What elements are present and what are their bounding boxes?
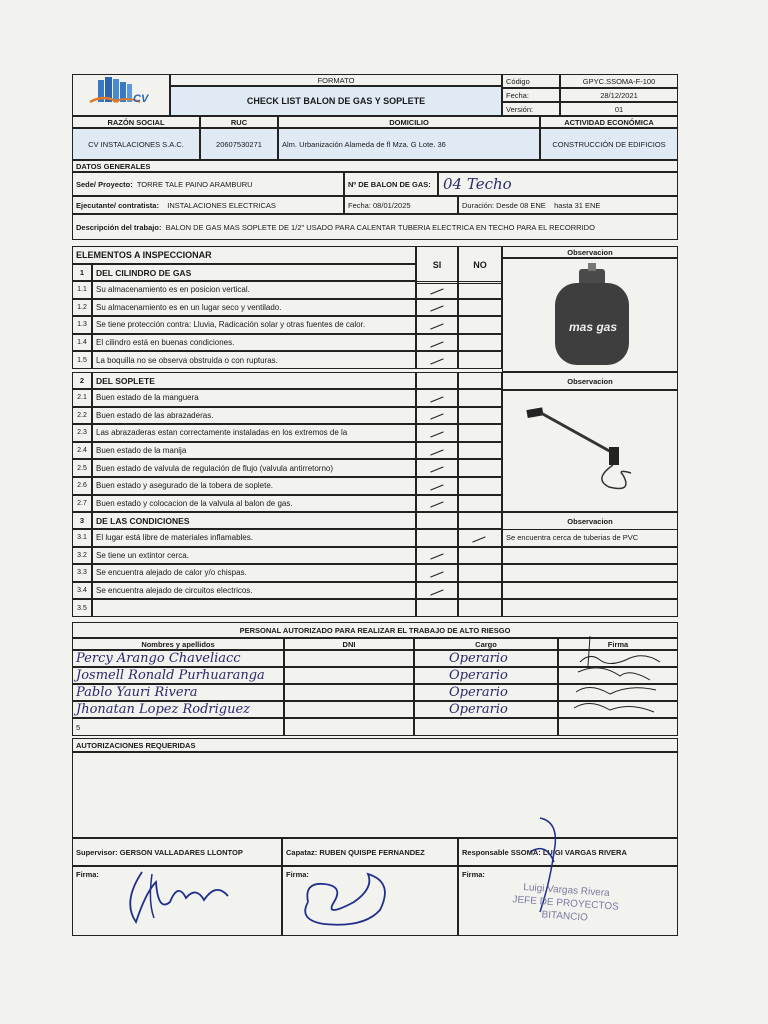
item-no-cell: [458, 495, 502, 513]
item-no-cell: [458, 582, 502, 600]
item-text: Buen estado y colocacion de la valvula al balon de gas.: [92, 495, 416, 513]
cylinder-brand-text: mas gas: [568, 320, 618, 334]
format-label: FORMATO: [170, 74, 502, 86]
responsable-label: Responsable SSOMA: LUIGI VARGAS RIVERA: [458, 838, 678, 866]
item-si-cell: [416, 599, 458, 617]
check-mark-icon: [430, 341, 444, 348]
item-number: 1.4: [72, 334, 92, 352]
personnel-title: PERSONAL AUTORIZADO PARA REALIZAR EL TRABAJO DE ALTO RIESGO: [72, 622, 678, 638]
item-text: Las abrazaderas estan correctamente instaladas en los extremos de la: [92, 424, 416, 442]
item-observacion-cell: [502, 582, 678, 600]
section-number: 3: [72, 512, 92, 529]
item-no-cell: [458, 459, 502, 477]
razon-label: RAZÓN SOCIAL: [72, 116, 200, 128]
hasta-value: hasta 31 ENE: [554, 200, 601, 210]
item-no-cell: [458, 547, 502, 565]
item-number: 3.5: [72, 599, 92, 617]
item-si-cell: [416, 407, 458, 425]
actividad-value: CONSTRUCCIÓN DE EDIFICIOS: [540, 128, 678, 160]
item-si-cell: [416, 564, 458, 582]
fecha-value: 28/12/2021: [560, 88, 678, 102]
domicilio-label: DOMICILIO: [278, 116, 540, 128]
descripcion-value: BALON DE GAS MAS SOPLETE DE 1/2" USADO PARA CALENTAR TUBERIA ELECTRICA EN TECHO PARA EL RECORRIDO: [165, 222, 595, 232]
item-si-cell: [416, 529, 458, 547]
firma-header: Firma: [558, 638, 678, 650]
check-mark-icon: [430, 502, 444, 509]
check-mark-icon: [430, 467, 444, 474]
section-title: DEL CILINDRO DE GAS: [92, 264, 416, 281]
item-si-cell: [416, 299, 458, 317]
check-mark-icon: [430, 306, 444, 313]
no-header: NO: [458, 246, 502, 284]
item-text: Buen estado de las abrazaderas.: [92, 407, 416, 425]
item-no-cell: [458, 407, 502, 425]
item-no-cell: [458, 389, 502, 407]
autorizaciones-title: AUTORIZACIONES REQUERIDAS: [72, 738, 678, 752]
item-text: Se tiene un extintor cerca.: [92, 547, 416, 565]
worker-name: Jhonatan Lopez Rodriguez: [72, 701, 284, 718]
check-mark-icon: [430, 288, 444, 295]
item-text: Buen estado y asegurado de la tobera de soplete.: [92, 477, 416, 495]
balon-value: 04 Techo: [438, 172, 678, 196]
item-no-cell: [458, 564, 502, 582]
company-logo: [72, 74, 170, 116]
sede-value: TORRE TALE PAINO ARAMBURU: [136, 179, 253, 189]
stamp-place: BITANCIO: [541, 909, 589, 924]
capataz-signature: [284, 862, 404, 932]
item-number: 2.4: [72, 442, 92, 460]
sede-label: Sede/ Proyecto:: [76, 179, 133, 189]
worker-name: Percy Arango Chaveliacc: [72, 650, 284, 667]
worker-name: Josmell Ronald Purhuaranga: [72, 667, 284, 684]
worker-cargo: Operario: [414, 650, 558, 667]
descripcion-label: Descripción del trabajo:: [76, 222, 162, 232]
item-no-cell: [458, 351, 502, 369]
worker-cargo: Operario: [414, 667, 558, 684]
duracion-value: Duración: Desde 08 ENE: [462, 200, 546, 210]
logo-text: CV: [133, 93, 149, 105]
item-no-cell: [458, 334, 502, 352]
nombres-header: Nombres y apellidos: [72, 638, 284, 650]
item-number: 1.1: [72, 281, 92, 299]
item-no-cell: [458, 442, 502, 460]
supervisor-label: Supervisor: GERSON VALLADARES LLONTOP: [72, 838, 282, 866]
check-mark-icon: [430, 554, 444, 561]
firma-capataz: Firma:: [282, 866, 458, 936]
item-si-cell: [416, 351, 458, 369]
item-si-cell: [416, 547, 458, 565]
item-si-cell: [416, 389, 458, 407]
check-mark-icon: [430, 484, 444, 491]
codigo-value: GPYC.SSOMA-F-100: [560, 74, 678, 88]
item-si-cell: [416, 582, 458, 600]
sede-row: [72, 172, 344, 196]
item-text: El lugar está libre de materiales inflamables.: [92, 529, 416, 547]
worker-cargo: Operario: [414, 684, 558, 701]
firma-responsable: Firma:: [458, 866, 678, 936]
check-mark-icon: [430, 359, 444, 366]
check-mark-icon: [430, 396, 444, 403]
logo-building-icon: [74, 76, 170, 116]
section-number: 2: [72, 372, 92, 389]
item-number: 2.5: [72, 459, 92, 477]
item-no-cell: [458, 599, 502, 617]
check-mark-icon: [472, 536, 486, 543]
inspection-title: ELEMENTOS A INSPECCIONAR: [72, 246, 416, 264]
balon-label: Nº DE BALON DE GAS:: [344, 172, 438, 196]
actividad-label: ACTIVIDAD ECONÓMICA: [540, 116, 678, 128]
version-value: 01: [560, 102, 678, 116]
item-si-cell: [416, 424, 458, 442]
version-label: Versión:: [502, 102, 560, 116]
worker-dni: [284, 701, 414, 718]
capataz-label: Capataz: RUBEN QUISPE FERNANDEZ: [282, 838, 458, 866]
section-title: DE LAS CONDICIONES: [92, 512, 416, 529]
cargo-header: Cargo: [414, 638, 558, 650]
item-text: [92, 599, 416, 617]
section-si-cell: [416, 512, 458, 529]
responsable-stamp: [488, 879, 642, 945]
item-number: 3.1: [72, 529, 92, 547]
descripcion-row: [72, 214, 678, 240]
item-text: Se encuentra alejado de calor y/o chispas.: [92, 564, 416, 582]
document-title: CHECK LIST BALON DE GAS Y SOPLETE: [170, 86, 502, 116]
worker-name: Pablo Yauri Rivera: [72, 684, 284, 701]
item-number: 2.2: [72, 407, 92, 425]
item-number: 3.3: [72, 564, 92, 582]
section-si-cell: [416, 372, 458, 389]
item-no-cell: [458, 316, 502, 334]
autorizaciones-box: [72, 752, 678, 838]
fecha-trabajo: Fecha: 08/01/2025: [344, 196, 458, 214]
ejecutante-value: INSTALACIONES ELECTRICAS: [167, 200, 276, 210]
item-no-cell: [458, 281, 502, 299]
item-si-cell: [416, 459, 458, 477]
stamp-position: JEFE DE PROYECTOS: [512, 894, 620, 913]
row-5-firma: [558, 718, 678, 736]
item-text: El cilindro está en buenas condiciones.: [92, 334, 416, 352]
item-number: 1.5: [72, 351, 92, 369]
worker-dni: [284, 650, 414, 667]
item-text: Su almacenamiento es en un lugar seco y ventilado.: [92, 299, 416, 317]
item-si-cell: [416, 495, 458, 513]
observacion-header-2: Observacion: [502, 372, 678, 390]
firma-supervisor: Firma:: [72, 866, 282, 936]
check-mark-icon: [430, 431, 444, 438]
ruc-label: RUC: [200, 116, 278, 128]
check-mark-icon: [430, 323, 444, 330]
torch-photo: [502, 390, 678, 512]
item-observacion-cell: [502, 564, 678, 582]
item-si-cell: [416, 334, 458, 352]
dni-header: DNI: [284, 638, 414, 650]
observacion-header-1: Observacion: [502, 246, 678, 258]
torch-icon: [513, 395, 673, 505]
worker-dni: [284, 667, 414, 684]
si-header: SI: [416, 246, 458, 284]
supervisor-signature: [112, 862, 242, 932]
item-si-cell: [416, 281, 458, 299]
item-text: Buen estado de la manguera: [92, 389, 416, 407]
item-no-cell: [458, 424, 502, 442]
item-number: 2.6: [72, 477, 92, 495]
item-text: Buen estado de valvula de regulación de flujo (valvula antirretorno): [92, 459, 416, 477]
item-si-cell: [416, 316, 458, 334]
worker-dni: [284, 684, 414, 701]
item-text: Su almacenamiento es en posicion vertical.: [92, 281, 416, 299]
item-number: 3.4: [72, 582, 92, 600]
item-no-cell: [458, 529, 502, 547]
item-text: Se encuentra alejado de circuitos electricos.: [92, 582, 416, 600]
row-5-num: 5: [72, 718, 284, 736]
item-number: 3.2: [72, 547, 92, 565]
item-observacion-cell: [502, 599, 678, 617]
row-5-cargo: [414, 718, 558, 736]
item-text: Se tiene protección contra: Lluvia, Radicación solar y otras fuentes de calor.: [92, 316, 416, 334]
worker-signatures: [560, 632, 680, 718]
gas-cylinder-photo: [502, 258, 678, 372]
item-no-cell: [458, 299, 502, 317]
razon-value: CV INSTALACIONES S.A.C.: [72, 128, 200, 160]
item-text: La boquilla no se observa obstruida o con rupturas.: [92, 351, 416, 369]
item-si-cell: [416, 442, 458, 460]
check-mark-icon: [430, 589, 444, 596]
check-mark-icon: [430, 449, 444, 456]
duracion-row: [458, 196, 678, 214]
section-no-cell: [458, 372, 502, 389]
item-observacion-cell: [502, 547, 678, 565]
section-no-cell: [458, 512, 502, 529]
row-5-dni: [284, 718, 414, 736]
check-mark-icon: [430, 414, 444, 421]
item-number: 2.3: [72, 424, 92, 442]
fecha-label: Fecha:: [502, 88, 560, 102]
section-title: DEL SOPLETE: [92, 372, 416, 389]
item-number: 1.3: [72, 316, 92, 334]
ruc-value: 20607530271: [200, 128, 278, 160]
gas-cylinder-icon: [543, 261, 643, 371]
worker-cargo: Operario: [414, 701, 558, 718]
section-number: 1: [72, 264, 92, 281]
check-mark-icon: [430, 571, 444, 578]
ejecutante-label: Ejecutante/ contratista:: [76, 200, 159, 210]
item-no-cell: [458, 477, 502, 495]
domicilio-value: Alm. Urbanización Alameda de fl Mza. G Lote. 36: [278, 128, 540, 160]
item-si-cell: [416, 477, 458, 495]
observacion-header-3: Observacion: [502, 512, 678, 530]
codigo-label: Código: [502, 74, 560, 88]
item-text: Buen estado de la manija: [92, 442, 416, 460]
item-number: 2.1: [72, 389, 92, 407]
stamp-name: Luigi Vargas Rivera: [522, 882, 611, 900]
item-observacion-cell: Se encuentra cerca de tuberias de PVC: [502, 529, 678, 547]
datos-generales-title: DATOS GENERALES: [72, 160, 678, 172]
ejecutante-row: [72, 196, 344, 214]
item-number: 1.2: [72, 299, 92, 317]
item-number: 2.7: [72, 495, 92, 513]
